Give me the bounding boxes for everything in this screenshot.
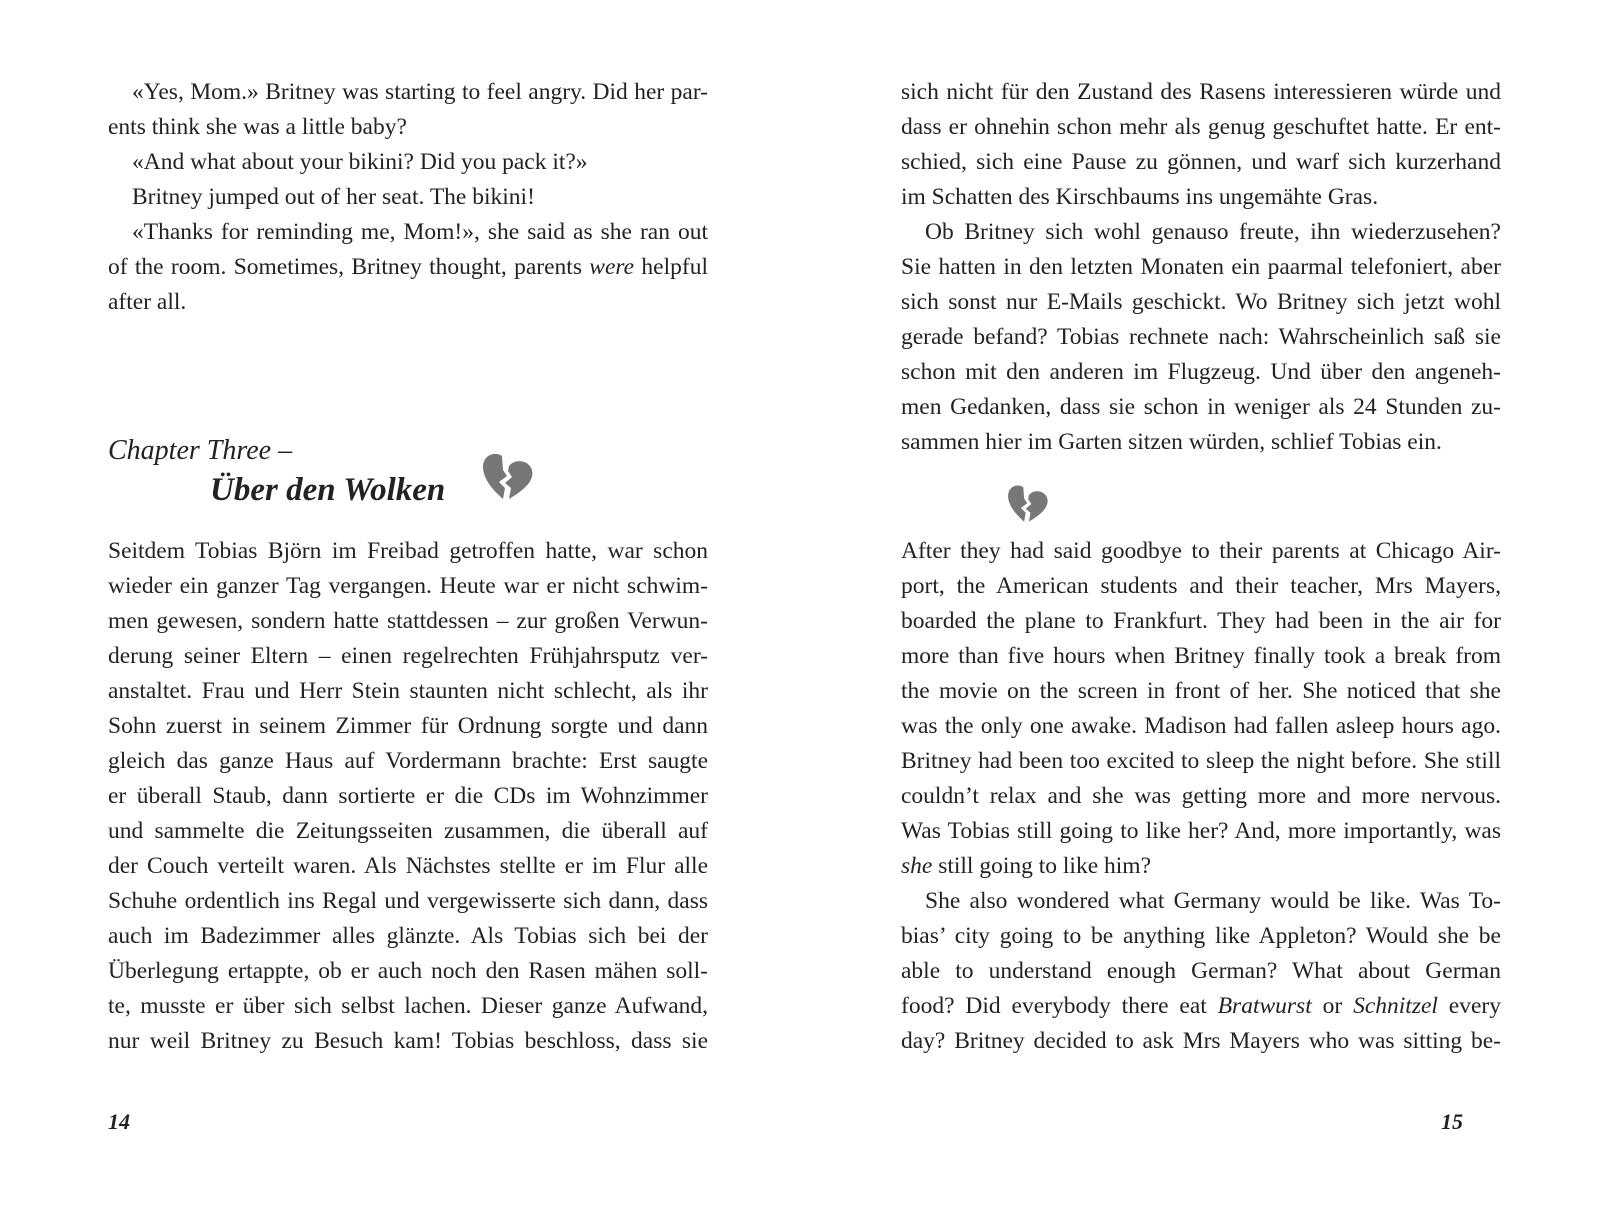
emphasis: she: [901, 853, 933, 879]
text-line: schied, sich eine Pause zu gönnen, und warf sich kurzerhand: [901, 149, 1501, 175]
text-line: Sie hatten in den letzten Monaten ein paarmal telefoniert, aber: [901, 254, 1501, 280]
text-line: Britney had been too excited to sleep the night before. She still: [901, 748, 1501, 774]
emphasis: Bratwurst: [1217, 993, 1312, 1019]
text-line: She also wondered what Germany would be like. Was To-: [925, 888, 1501, 914]
text-line: food? Did everybody there eat Bratwurst or Schnitzel every: [901, 993, 1501, 1019]
text-line: Überlegung ertappte, ob er auch noch den Rasen mähen soll-: [108, 958, 708, 984]
text-line: der Couch verteilt waren. Als Nächstes stellte er im Flur alle: [108, 853, 708, 879]
text-line: sich nicht für den Zustand des Rasens interessieren würde und: [901, 79, 1501, 105]
text-line: bias’ city going to be anything like Appleton? Would she be: [901, 923, 1501, 949]
text-line: port, the American students and their teacher, Mrs Mayers,: [901, 573, 1501, 599]
text-line: gleich das ganze Haus auf Vordermann brachte: Erst saugte: [108, 748, 708, 774]
emphasis: were: [589, 254, 635, 280]
text-line: Sohn zuerst in seinem Zimmer für Ordnung sorgte und dann: [108, 713, 708, 739]
text-line: Schuhe ordentlich ins Regal und vergewisserte sich dann, dass: [108, 888, 708, 914]
text-line: wieder ein ganzer Tag vergangen. Heute war er nicht schwim-: [108, 573, 708, 599]
text-line: Britney jumped out of her seat. The bikini!: [132, 184, 535, 210]
text-line: dass er ohnehin schon mehr als genug geschuftet hatte. Er ent-: [901, 114, 1501, 140]
left-page: [108, 0, 708, 1216]
text-line: er überall Staub, dann sortierte er die CDs im Wohnzimmer: [108, 783, 708, 809]
text-line: men gewesen, sondern hatte stattdessen – zur großen Verwun-: [108, 608, 708, 634]
broken-heart-icon: [1006, 484, 1051, 524]
text-line: of the room. Sometimes, Britney thought, parents were helpful: [108, 254, 708, 280]
text-line: more than five hours when Britney finally took a break from: [901, 643, 1501, 669]
text-line: anstaltet. Frau und Herr Stein staunten nicht schlecht, als ihr: [108, 678, 708, 704]
text-line: gerade befand? Tobias rechnete nach: Wahrscheinlich saß sie: [901, 324, 1501, 350]
broken-heart-icon: [481, 452, 536, 502]
text-line: the movie on the screen in front of her. She noticed that she: [901, 678, 1501, 704]
text-line: sich sonst nur E-Mails geschickt. Wo Britney sich jetzt wohl: [901, 289, 1501, 315]
page-number: 15: [1441, 1109, 1463, 1134]
text-line: Was Tobias still going to like her? And, more importantly, was: [901, 818, 1501, 844]
text-line: couldn’t relax and she was getting more and more nervous.: [901, 783, 1501, 809]
chapter-label: Chapter Three –: [108, 435, 293, 466]
text-line: was the only one awake. Madison had fallen asleep hours ago.: [901, 713, 1501, 739]
text-line: schon mit den anderen im Flugzeug. Und über den angeneh-: [901, 359, 1501, 385]
text-line: Seitdem Tobias Björn im Freibad getroffen hatte, war schon: [108, 538, 708, 564]
text-line: boarded the plane to Frankfurt. They had been in the air for: [901, 608, 1501, 634]
text-line: men Gedanken, dass sie schon in weniger als 24 Stunden zu-: [901, 394, 1501, 420]
text-line: und sammelte die Zeitungsseiten zusammen, die überall auf: [108, 818, 708, 844]
right-page: [901, 0, 1501, 1216]
text-line: After they had said goodbye to their parents at Chicago Air-: [901, 538, 1501, 564]
text-line: derung seiner Eltern – einen regelrechten Frühjahrsputz ver-: [108, 643, 708, 669]
text-line: Ob Britney sich wohl genauso freute, ihn wiederzusehen?: [925, 219, 1501, 245]
text-line: sammen hier im Garten sitzen würden, schlief Tobias ein.: [901, 429, 1442, 455]
text-line: «Thanks for reminding me, Mom!», she said as she ran out: [132, 219, 708, 245]
text-line: day? Britney decided to ask Mrs Mayers who was sitting be-: [901, 1028, 1501, 1054]
text-line: after all.: [108, 289, 187, 315]
text-line: able to understand enough German? What about German: [901, 958, 1501, 984]
text-line: te, musste er über sich selbst lachen. Dieser ganze Aufwand,: [108, 993, 708, 1019]
text-line: im Schatten des Kirschbaums ins ungemähte Gras.: [901, 184, 1379, 210]
text-line: nur weil Britney zu Besuch kam! Tobias beschloss, dass sie: [108, 1028, 708, 1054]
chapter-title: Über den Wolken: [210, 472, 446, 508]
text-line: she still going to like him?: [901, 853, 1151, 879]
text-line: «Yes, Mom.» Britney was starting to feel angry. Did her par-: [132, 79, 708, 105]
text-line: ents think she was a little baby?: [108, 114, 407, 140]
emphasis: Schnitzel: [1353, 993, 1438, 1019]
page-number: 14: [108, 1109, 130, 1134]
text-line: «And what about your bikini? Did you pack it?»: [132, 149, 588, 175]
text-line: auch im Badezimmer alles glänzte. Als Tobias sich bei der: [108, 923, 708, 949]
